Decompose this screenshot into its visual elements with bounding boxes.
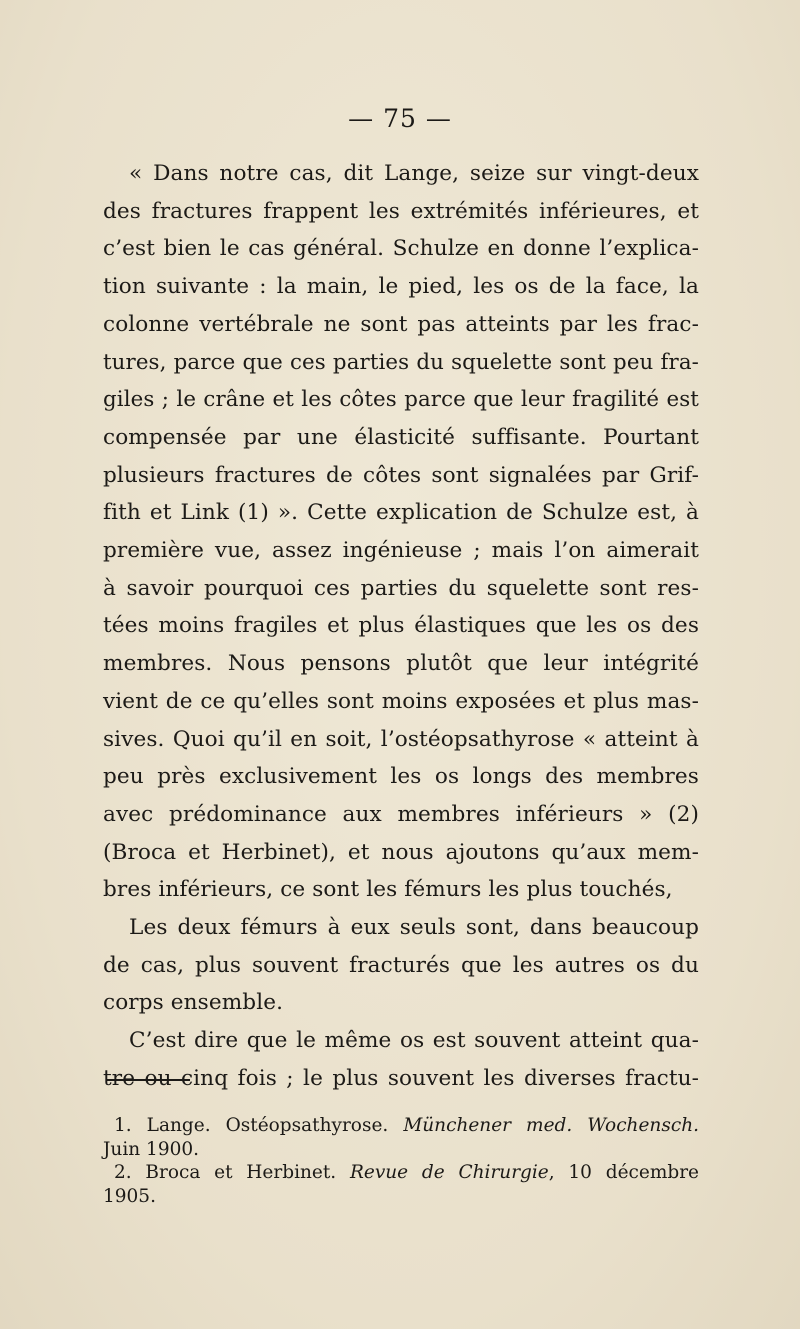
- text-line: compensée par une élasticité suffisante. Pourtant: [103, 424, 699, 450]
- footnote-1-text: 1. Lange. Ostéopsathyrose.: [114, 1115, 404, 1136]
- text-line: avec prédominance aux membres inférieurs » (2): [103, 801, 699, 827]
- text-line: bres inférieurs, ce sont les fémurs les plus touchés,: [103, 877, 673, 903]
- footnotes: [103, 1114, 699, 1208]
- text-line: tre ou cinq fois ; le plus souvent les diverses fractu-: [103, 1065, 699, 1091]
- text-line: membres. Nous pensons plutôt que leur intégrité: [103, 651, 699, 677]
- text-line: tion suivante : la main, le pied, les os de la face, la: [103, 274, 699, 300]
- text-line: plusieurs fractures de côtes sont signalées par Grif-: [103, 462, 699, 488]
- footnote-2-text: 2. Broca et Herbinet.: [114, 1162, 350, 1183]
- text-line: première vue, assez ingénieuse ; mais l’on aimerait: [103, 538, 699, 564]
- page-number: — 75 —: [348, 104, 452, 133]
- footnote-1-continued: Juin 1900.: [103, 1138, 200, 1160]
- text-line: giles ; le crâne et les côtes parce que leur fragilité est: [103, 387, 699, 413]
- footnote-1: [103, 1114, 699, 1138]
- footnote-2-journal: Revue de Chirurgie: [349, 1162, 549, 1183]
- text-line: tures, parce que ces parties du squelette sont peu fra-: [103, 349, 699, 375]
- text-line: colonne vertébrale ne sont pas atteints par les frac-: [103, 311, 699, 337]
- text-line: c’est bien le cas général. Schulze en donne l’explica-: [103, 236, 699, 262]
- text-line: « Dans notre cas, dit Lange, seize sur vingt-deux: [129, 161, 699, 186]
- text-line: corps ensemble.: [103, 990, 284, 1016]
- text-line: Les deux fémurs à eux seuls sont, dans beaucoup: [129, 915, 699, 941]
- text-line: peu près exclusivement les os longs des membres: [103, 764, 699, 790]
- footnote-2: [103, 1161, 699, 1185]
- footnote-2-continued: 1905.: [103, 1185, 156, 1207]
- footnote-2-date: , 10 décembre: [548, 1162, 699, 1183]
- text-line: C’est dire que le même os est souvent atteint qua-: [129, 1028, 699, 1054]
- footnote-separator: [106, 1079, 190, 1081]
- text-line: vient de ce qu’elles sont moins exposées et plus mas-: [103, 688, 699, 714]
- text-line: (Broca et Herbinet), et nous ajoutons qu’aux mem-: [103, 839, 699, 865]
- text-line: de cas, plus souvent fracturés que les autres os du: [103, 952, 699, 978]
- text-line: à savoir pourquoi ces parties du squelette sont res-: [103, 575, 699, 601]
- footnote-1-journal: Münchener med. Wochensch.: [403, 1115, 699, 1136]
- text-line: des fractures frappent les extrémités inférieures, et: [103, 198, 699, 224]
- body-text: [103, 155, 699, 1098]
- text-line: fith et Link (1) ». Cette explication de Schulze est, à: [103, 500, 699, 526]
- text-line: sives. Quoi qu’il en soit, l’ostéopsathyrose « atteint à: [103, 726, 699, 752]
- text-line: tées moins fragiles et plus élastiques que les os des: [103, 613, 699, 639]
